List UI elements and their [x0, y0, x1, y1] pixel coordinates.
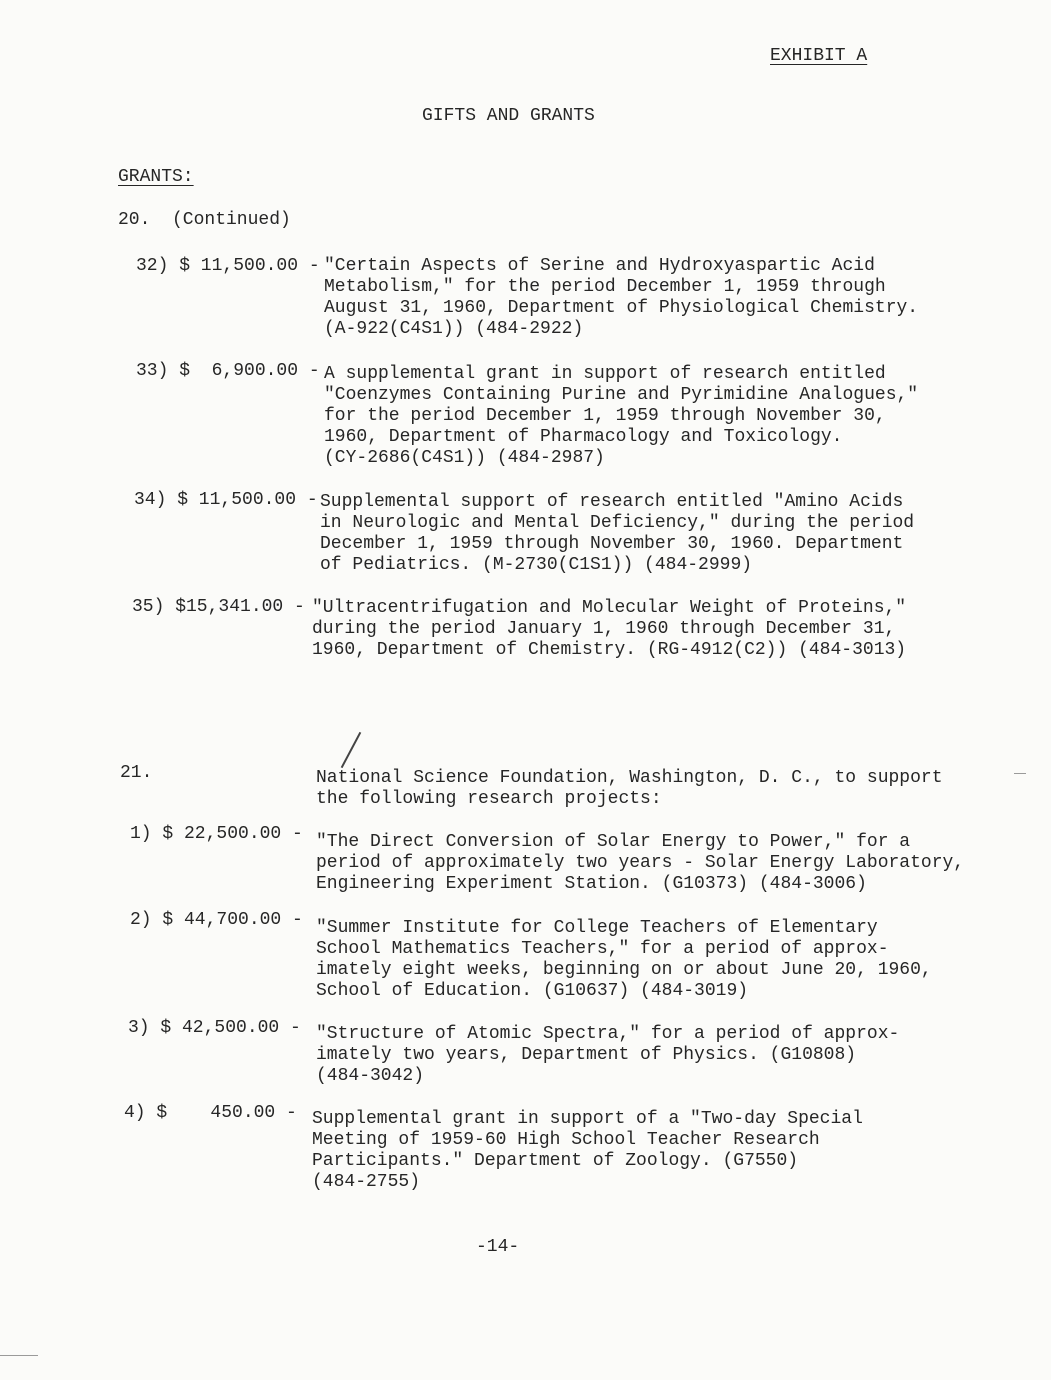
grant-description: "The Direct Conversion of Solar Energy to Power," for a period of approximately two years - Solar Energy Laboratory, Engineering Experiment Station. (G10373) (484-3006) [316, 832, 965, 894]
item-intro: National Science Foundation, Washington, D. C., to support the following research projects: [316, 768, 943, 809]
page-title: GIFTS AND GRANTS [422, 106, 595, 126]
grant-amount: 35) $15,341.00 - [132, 597, 305, 617]
grant-amount: 3) $ 42,500.00 - [128, 1018, 301, 1038]
continued-note: (Continued) [172, 210, 291, 230]
grant-amount: 34) $ 11,500.00 - [134, 490, 318, 510]
grant-description: "Ultracentrifugation and Molecular Weight of Proteins," during the period January 1, 1960 through December 31, 1960, Department of Chemistry. (RG-4912(C2)) (484-3013) [312, 598, 907, 660]
grant-amount: 4) $ 450.00 - [124, 1103, 297, 1123]
item-number: 21. [120, 763, 153, 783]
exhibit-label: EXHIBIT A [770, 46, 868, 66]
grant-description: Supplemental support of research entitled "Amino Acids in Neurologic and Mental Deficiency," during the period December 1, 1959 through November 30, 1960. Department of Pediatrics. (M-2730(C1S1)) (484-2999) [320, 492, 915, 575]
scan-edge-mark [1014, 773, 1026, 774]
section-heading: GRANTS: [118, 167, 194, 187]
pen-mark [341, 732, 362, 768]
item-number: 20. [118, 210, 151, 230]
page-number: -14- [476, 1237, 520, 1257]
scan-edge-mark [0, 1355, 38, 1356]
grant-description: "Certain Aspects of Serine and Hydroxyaspartic Acid Metabolism," for the period December 1, 1959 through August 31, 1960, Department of Physiological Chemistry. (A-922(C4S1)) (484-2922) [324, 256, 919, 339]
grant-amount: 2) $ 44,700.00 - [130, 910, 303, 930]
grant-description: "Summer Institute for College Teachers of Elementary School Mathematics Teachers," for a period of approx- imately eight weeks, beginning on or about June 20, 1960, School of Education. (G10637) (484-3019) [316, 918, 932, 1001]
grant-amount: 1) $ 22,500.00 - [130, 824, 303, 844]
grant-amount: 32) $ 11,500.00 - [136, 256, 320, 276]
grant-description: Supplemental grant in support of a "Two-day Special Meeting of 1959-60 High School Teacher Research Participants." Department of Zoology. (G7550) (484-2755) [312, 1109, 863, 1192]
grant-amount: 33) $ 6,900.00 - [136, 361, 320, 381]
grant-description: A supplemental grant in support of research entitled "Coenzymes Containing Purine and Pyrimidine Analogues," for the period December 1, 1959 through November 30, 1960, Department of Pharmacology and Toxicology. (CY-2686(C4S1)) (484-2987) [324, 364, 919, 468]
grant-description: "Structure of Atomic Spectra," for a period of approx- imately two years, Department of Physics. (G10808) (484-3042) [316, 1024, 900, 1086]
